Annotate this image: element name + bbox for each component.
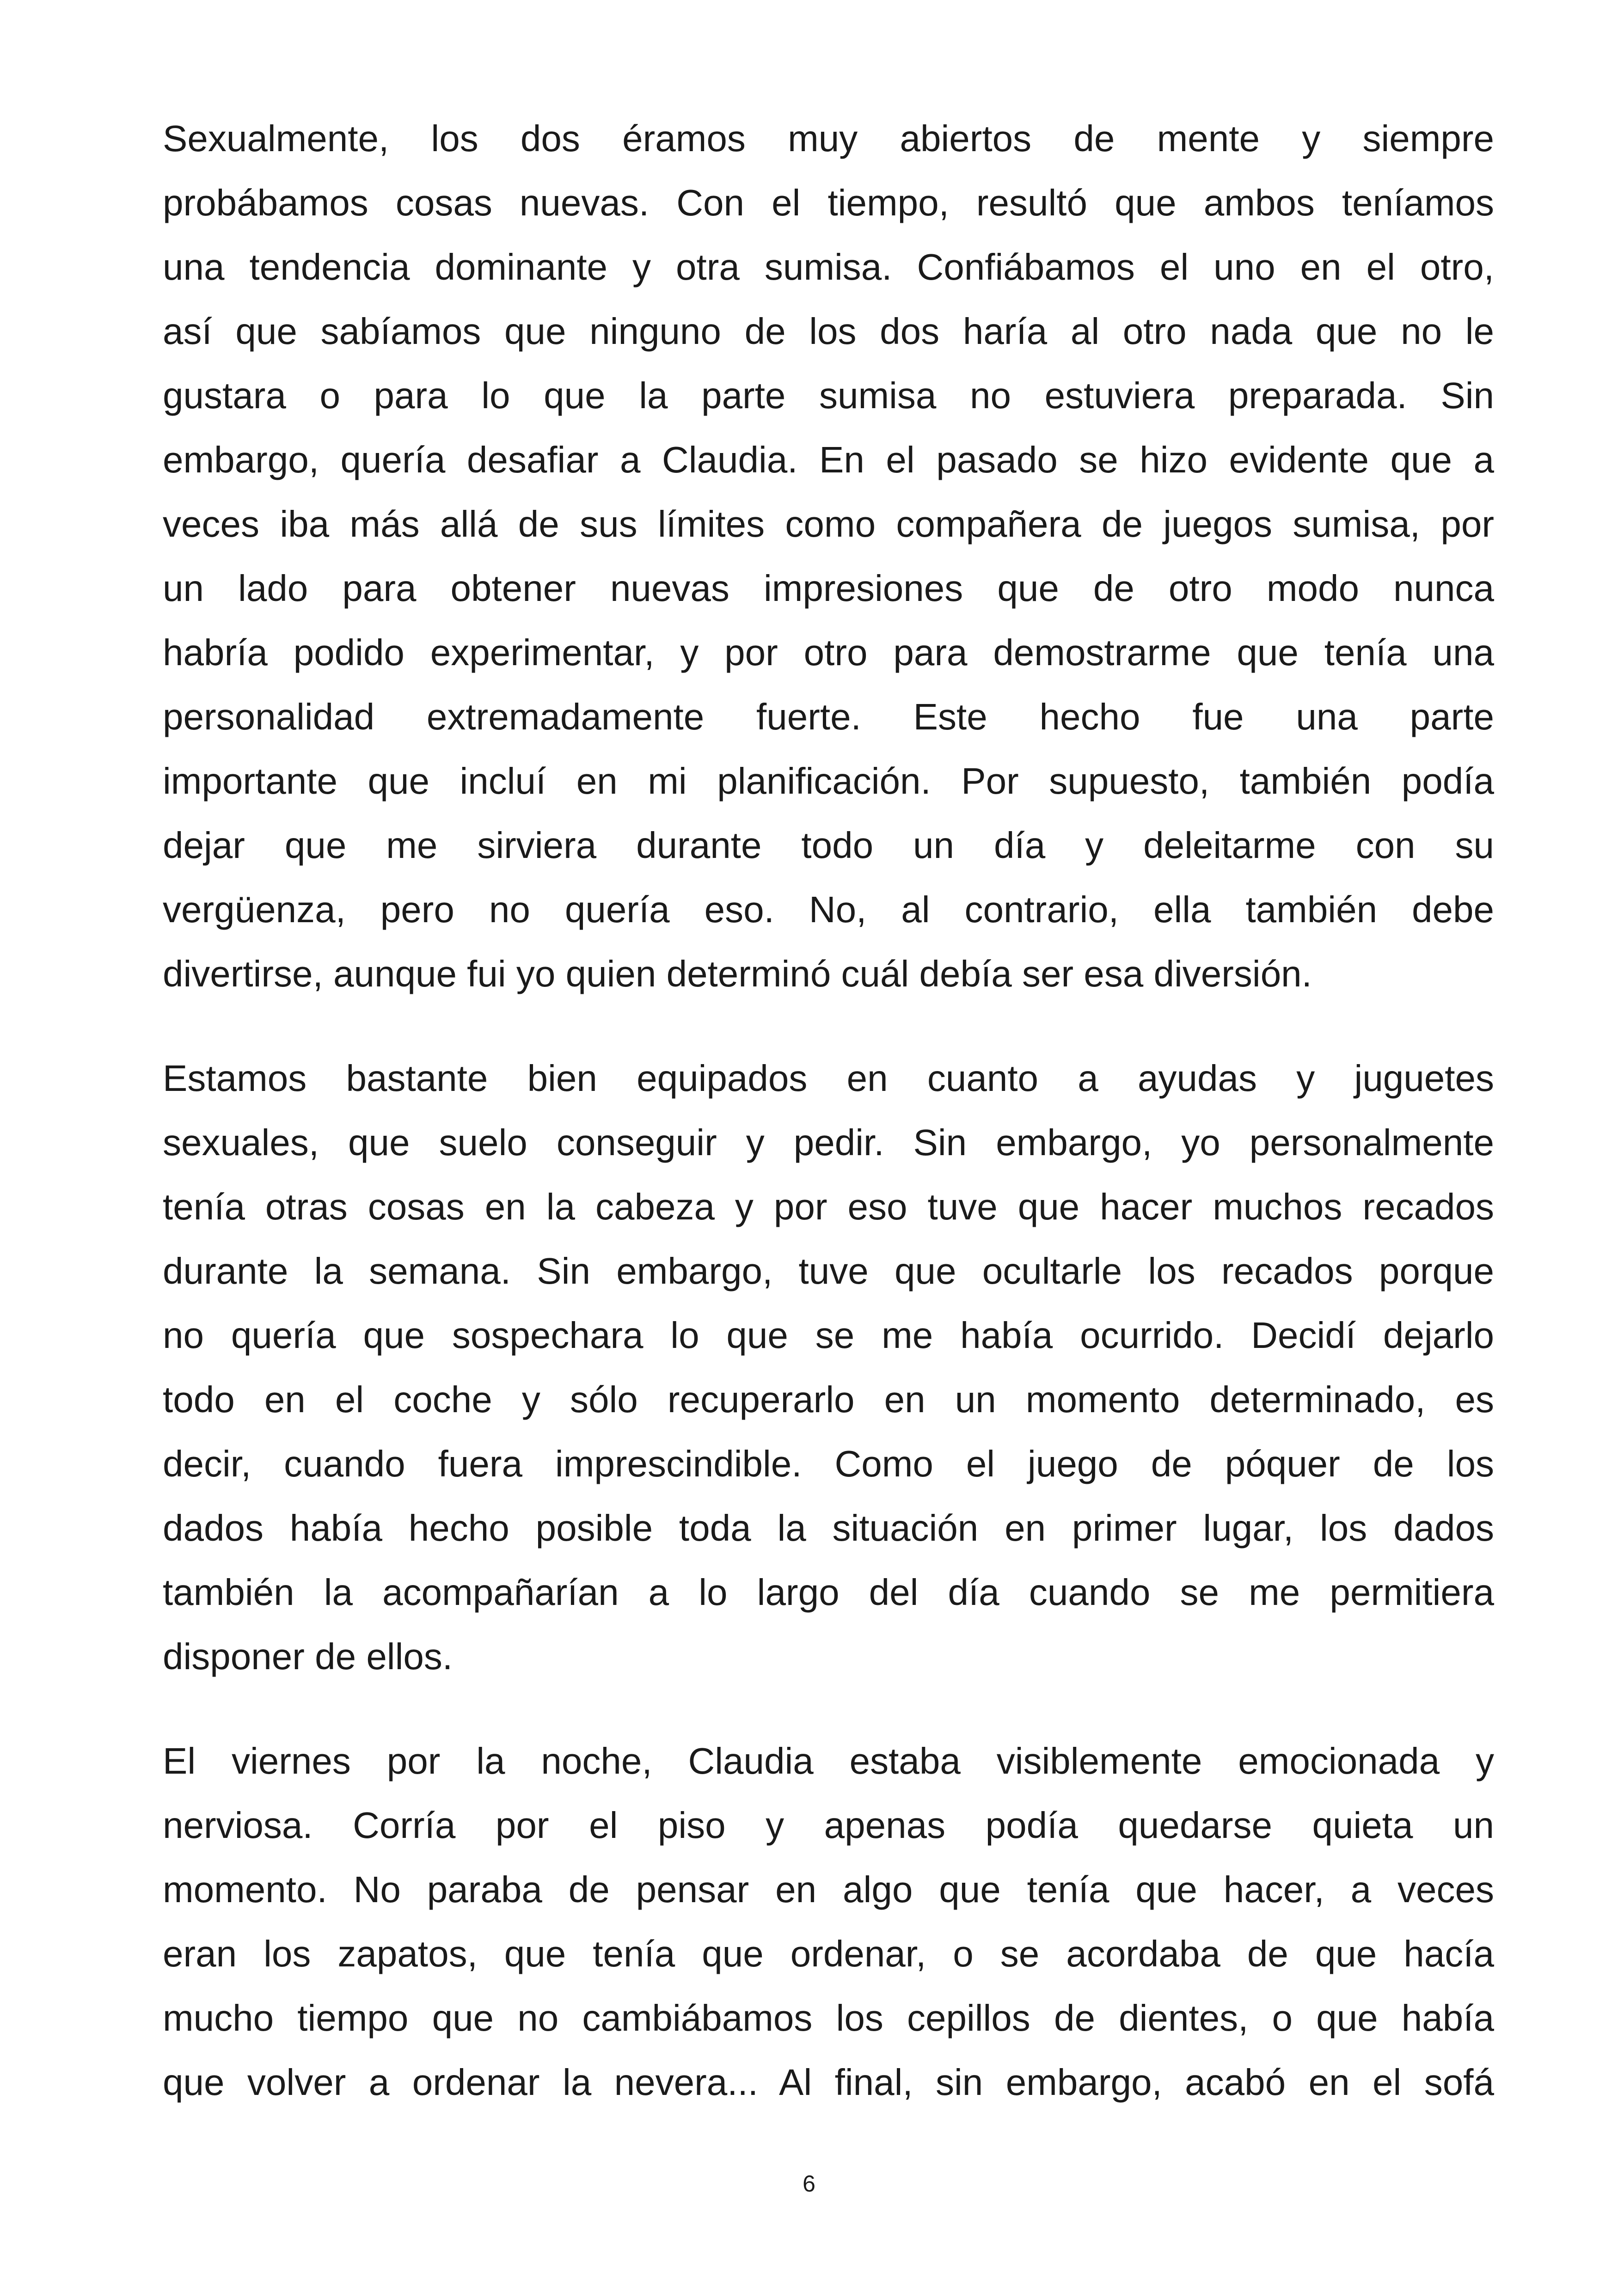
text-line: mucho tiempo que no cambiábamos los cepillos de dientes, o que había	[163, 1997, 1494, 2039]
text-line: vergüenza, pero no quería eso. No, al contrario, ella también debe	[163, 889, 1494, 930]
text-line: una tendencia dominante y otra sumisa. Confiábamos el uno en el otro,	[163, 246, 1494, 288]
text-line: también la acompañarían a lo largo del día cuando se me permitiera	[163, 1572, 1494, 1613]
text-line: nerviosa. Corría por el piso y apenas podía quedarse quieta un	[163, 1805, 1494, 1846]
text-line: importante que incluí en mi planificación. Por supuesto, también podía	[163, 760, 1494, 802]
text-line: dados había hecho posible toda la situación en primer lugar, los dados	[163, 1507, 1494, 1549]
text-line: un lado para obtener nuevas impresiones que de otro modo nunca	[163, 568, 1494, 609]
text-line: durante la semana. Sin embargo, tuve que ocultarle los recados porque	[163, 1250, 1494, 1292]
text-line: que volver a ordenar la nevera... Al final, sin embargo, acabó en el sofá	[163, 2062, 1494, 2103]
text-line: dejar que me sirviera durante todo un día y deleitarme con su	[163, 825, 1494, 866]
text-line: probábamos cosas nuevas. Con el tiempo, resultó que ambos teníamos	[163, 182, 1494, 223]
body-text	[163, 106, 1494, 2114]
paragraph-3	[163, 1729, 1494, 2114]
text-line: Sexualmente, los dos éramos muy abiertos de mente y siempre	[163, 118, 1494, 159]
text-line: personalidad extremadamente fuerte. Este hecho fue una parte	[163, 696, 1494, 737]
paragraph-2	[163, 1046, 1494, 1689]
text-line: tenía otras cosas en la cabeza y por eso tuve que hacer muchos recados	[163, 1186, 1494, 1227]
text-line: no quería que sospechara lo que se me había ocurrido. Decidí dejarlo	[163, 1315, 1494, 1356]
page-number: 6	[803, 2171, 815, 2197]
text-line: decir, cuando fuera imprescindible. Como el juego de póquer de los	[163, 1443, 1494, 1484]
text-line: sexuales, que suelo conseguir y pedir. Sin embargo, yo personalmente	[163, 1122, 1494, 1163]
text-line: gustara o para lo que la parte sumisa no estuviera preparada. Sin	[163, 375, 1494, 416]
text-line: momento. No paraba de pensar en algo que tenía que hacer, a veces	[163, 1869, 1494, 1910]
text-line: embargo, quería desafiar a Claudia. En el pasado se hizo evidente que a	[163, 439, 1494, 480]
paragraph-1	[163, 106, 1494, 1006]
text-line: divertirse, aunque fui yo quien determinó cuál debía ser esa diversión.	[163, 953, 1312, 994]
text-line: disponer de ellos.	[163, 1636, 453, 1677]
text-line: veces iba más allá de sus límites como compañera de juegos sumisa, por	[163, 503, 1494, 545]
text-line: todo en el coche y sólo recuperarlo en un momento determinado, es	[163, 1379, 1494, 1420]
text-line: habría podido experimentar, y por otro para demostrarme que tenía una	[163, 632, 1494, 673]
text-line: así que sabíamos que ninguno de los dos haría al otro nada que no le	[163, 311, 1494, 352]
text-line: eran los zapatos, que tenía que ordenar, o se acordaba de que hacía	[163, 1933, 1494, 1974]
text-line: Estamos bastante bien equipados en cuanto a ayudas y juguetes	[163, 1058, 1494, 1099]
text-line: El viernes por la noche, Claudia estaba visiblemente emocionada y	[163, 1740, 1494, 1782]
